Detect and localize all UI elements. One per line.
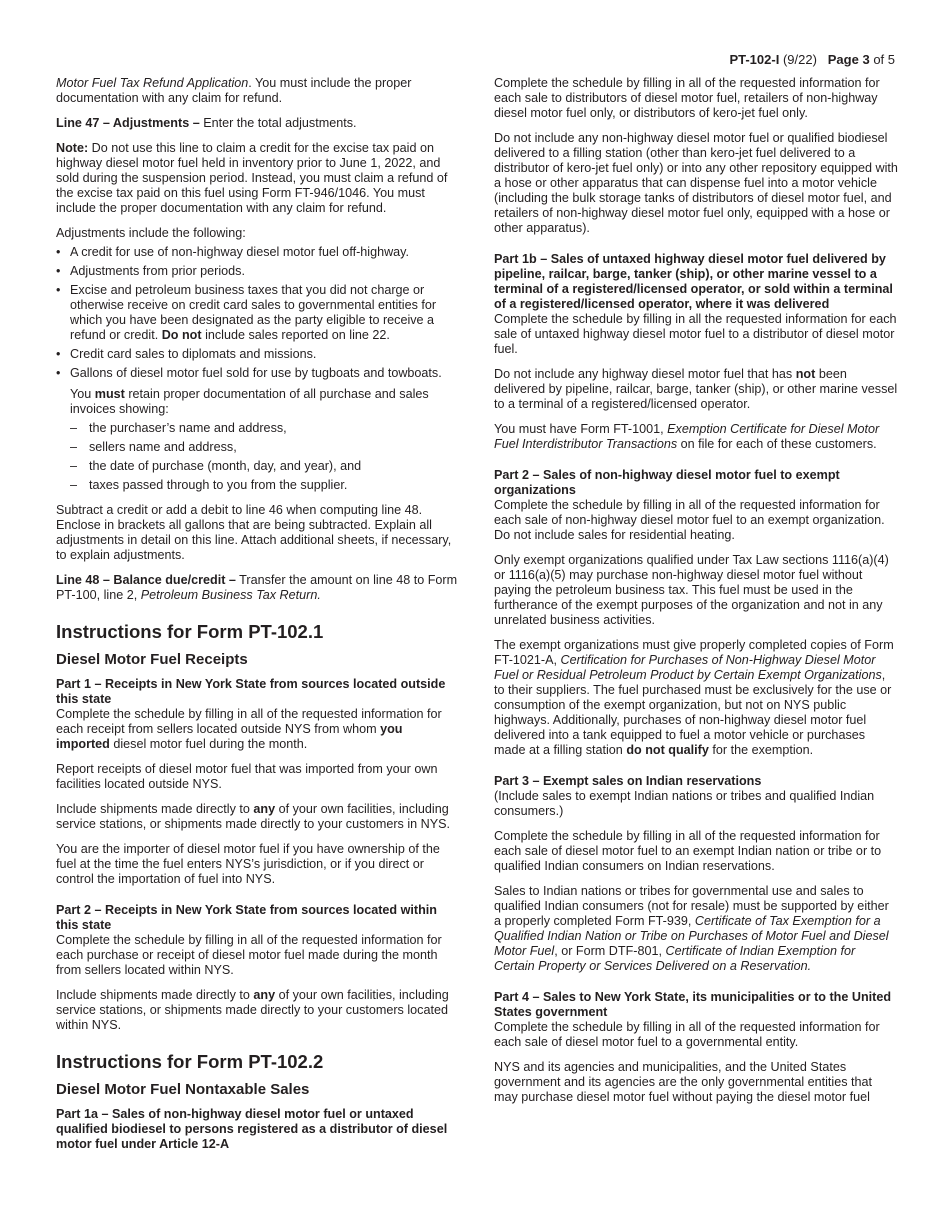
- paragraph: Include shipments made directly to any of your own facilities, including service stations, or shipments made directly to your customers in NYS.: [56, 802, 451, 831]
- left-column: [56, 76, 458, 1152]
- paragraph: Complete the schedule by filling in all of the requested information for each sale of diesel motor fuel to a governmental entity.: [494, 1020, 880, 1049]
- paragraph: (Include sales to exempt Indian nations or tribes and qualified Indian consumers.): [494, 789, 875, 818]
- form-number: PT-102-I: [729, 52, 780, 67]
- part-heading: Part 1a – Sales of non-highway diesel motor fuel or untaxed qualified biodiesel to persons registered as a distributor of diesel motor fuel under Article 12-A: [56, 1107, 448, 1151]
- form-date: (9/22): [782, 52, 817, 67]
- paragraph: NYS and its agencies and municipalities, and the United States government and its agencies are the only governmental entities that may purchase diesel motor fuel without paying the diesel motor fuel: [494, 1060, 873, 1104]
- part-heading: Part 1 – Receipts in New York State from sources located outside this state: [56, 677, 446, 706]
- paragraph: Sales to Indian nations or tribes for governmental use and sales to qualified Indian consumers (not for resale) must be supported by either a properly completed Form FT-939, Certificate of Tax Exemption for a Qualified Indian Nation or Tribe on Purchases of Motor Fuel and Diesel Motor Fuel, or Form DTF-801, Certificate of Indian Exemption for Certain Property or Services Delivered on a Reservation.: [494, 884, 889, 973]
- adjustments-intro: Adjustments include the following:: [56, 226, 246, 240]
- list-item: – sellers name and address,: [70, 440, 458, 455]
- paragraph: Do not include any non-highway diesel motor fuel or qualified biodiesel delivered to a filling station (other than kero-jet fuel delivered to a distributor of kero-jet fuel only) or into any other repository equipped with a hose or other apparatus that can dispense fuel into a motor vehicle (including the bulk storage tanks of distributors of diesel motor fuel, and retailers of non-highway diesel motor fuel only, equipped with a hose or other apparatus).: [494, 131, 898, 235]
- paragraph: Subtract a credit or add a debit to line 46 when computing line 48. Enclose in brackets all gallons that are being subtracted. Explain all adjustments in detail on this line. Attach additional sheets, if necessary, to explain adjustments.: [56, 503, 452, 562]
- retain-note: You must retain proper documentation of all purchase and sales invoices showing:: [70, 387, 429, 416]
- section-subtitle: Diesel Motor Fuel Nontaxable Sales: [56, 1081, 310, 1098]
- list-item: • Adjustments from prior periods.: [56, 264, 458, 279]
- paragraph: Complete the schedule by filling in all of the requested information for each sale of diesel motor fuel to an exempt Indian nation or tribe or to qualified Indian consumers on Indian reservations.: [494, 829, 882, 873]
- section-title-pt-102-2: Instructions for Form PT-102.2: [56, 1051, 324, 1072]
- paragraph: Complete the schedule by filling in all of the requested information for each sale of non-highway diesel motor fuel to an exempt organization. Do not include sales for residential heating.: [494, 498, 885, 542]
- list-item: • A credit for use of non-highway diesel motor fuel off-highway.: [56, 245, 458, 260]
- paragraph: You must have Form FT-1001, Exemption Certificate for Diesel Motor Fuel Interdistributor Transactions on file for each of these customers.: [494, 422, 880, 451]
- documentation-list: [70, 421, 458, 493]
- paragraph: Do not include any highway diesel motor fuel that has not been delivered by pipeline, railcar, barge, tanker (ship), or other marine vessel to a terminal of a registered/licensed operator.: [494, 367, 898, 411]
- section-subtitle: Diesel Motor Fuel Receipts: [56, 651, 248, 668]
- part-heading: Part 3 – Exempt sales on Indian reservations: [494, 774, 762, 788]
- part-heading: Part 2 – Receipts in New York State from sources located within this state: [56, 903, 437, 932]
- adjustments-list: [56, 245, 458, 493]
- line-48-paragraph: Line 48 – Balance due/credit – Transfer the amount on line 48 to Form PT-100, line 2, Petroleum Business Tax Return.: [56, 573, 458, 602]
- paragraph: The exempt organizations must give properly completed copies of Form FT-1021-A, Certification for Purchases of Non-Highway Diesel Motor Fuel or Residual Petroleum Product by Certain Exempt Organizations, to their suppliers. The fuel purchased must be exclusively for the use or consumption of the exempt organization, but not on NYS public highways. Additionally, purchases of non-highway diesel motor fuel delivered into a tank equipped to fuel a motor vehicle or purchases made at a filling station do not qualify for the exemption.: [494, 638, 894, 757]
- right-column: [494, 76, 898, 1115]
- list-item: • Excise and petroleum business taxes that you did not charge or otherwise receive on credit card sales to governmental entities for which you have been designated as the party eligible to receive a refund or credit. Do not include sales reported on line 22.: [56, 283, 458, 343]
- note-paragraph: Note: Do not use this line to claim a credit for the excise tax paid on highway diesel motor fuel held in inventory prior to June 1, 2022, and sold during the suspension period. Instead, you must claim a refund of the excise tax paid on this fuel using Form FT-946/1046. You must include the proper documentation with any claim for refund.: [56, 141, 448, 215]
- paragraph: Include shipments made directly to any of your own facilities, including service stations, or shipments made directly to your customers located within NYS.: [56, 988, 449, 1032]
- paragraph: Complete the schedule by filling in all of the requested information for each purchase or receipt of diesel motor fuel made during the month from sellers located within NYS.: [56, 933, 442, 977]
- paragraph: Only exempt organizations qualified under Tax Law sections 1116(a)(4) or 1116(a)(5) may purchase non-highway diesel motor fuel without paying the petroleum business tax. This fuel must be used in the furtherance of the exempt purposes of the organization and not in any unrelated business activities.: [494, 553, 889, 627]
- part-heading: Part 4 – Sales to New York State, its municipalities or to the United States government: [494, 990, 892, 1019]
- page-total: of 5: [873, 52, 895, 67]
- part-heading: Part 2 – Sales of non-highway diesel motor fuel to exempt organizations: [494, 468, 840, 497]
- line-47-paragraph: Line 47 – Adjustments – Enter the total adjustments.: [56, 116, 357, 130]
- paragraph: Motor Fuel Tax Refund Application. You must include the proper documentation with any claim for refund.: [56, 76, 412, 105]
- paragraph: Complete the schedule by filling in all of the requested information for each receipt from sellers located outside NYS from whom you imported diesel motor fuel during the month.: [56, 707, 442, 751]
- page-label: Page: [827, 52, 859, 67]
- list-item: – taxes passed through to you from the supplier.: [70, 478, 458, 493]
- paragraph: You are the importer of diesel motor fuel if you have ownership of the fuel at the time the fuel enters NYS’s jurisdiction, or if you direct or control the importation of fuel into NYS.: [56, 842, 440, 886]
- section-title-pt-102-1: Instructions for Form PT-102.1: [56, 621, 324, 642]
- paragraph: Complete the schedule by filling in all of the requested information for each sale to distributors of diesel motor fuel, retailers of non-highway diesel motor fuel only, or distributors of kero-jet fuel only.: [494, 76, 880, 120]
- list-item: • Credit card sales to diplomats and missions.: [56, 347, 458, 362]
- paragraph: Report receipts of diesel motor fuel that was imported from your own facilities located outside NYS.: [56, 762, 438, 791]
- page-header: [729, 52, 895, 67]
- list-item: – the purchaser’s name and address,: [70, 421, 458, 436]
- page-number: 3: [862, 52, 870, 67]
- part-heading: Part 1b – Sales of untaxed highway diesel motor fuel delivered by pipeline, railcar, barge, tanker (ship), or other marine vessel to a terminal of a registered/licensed operator, or sold within a terminal of a registered/licensed operator, where it was delivered: [494, 252, 893, 311]
- paragraph: Complete the schedule by filling in all the requested information for each sale of untaxed highway diesel motor fuel to a distributor of diesel motor fuel.: [494, 312, 897, 356]
- list-item: – the date of purchase (month, day, and year), and: [70, 459, 458, 474]
- list-item: • Gallons of diesel motor fuel sold for use by tugboats and towboats. You must retain proper documentation of all purchase and sales invoices showing: – the purchaser’s name and address, – sellers name and address, – the date of purchase (month, day, and year), and – taxes passed through to you from the supplier.: [56, 366, 458, 493]
